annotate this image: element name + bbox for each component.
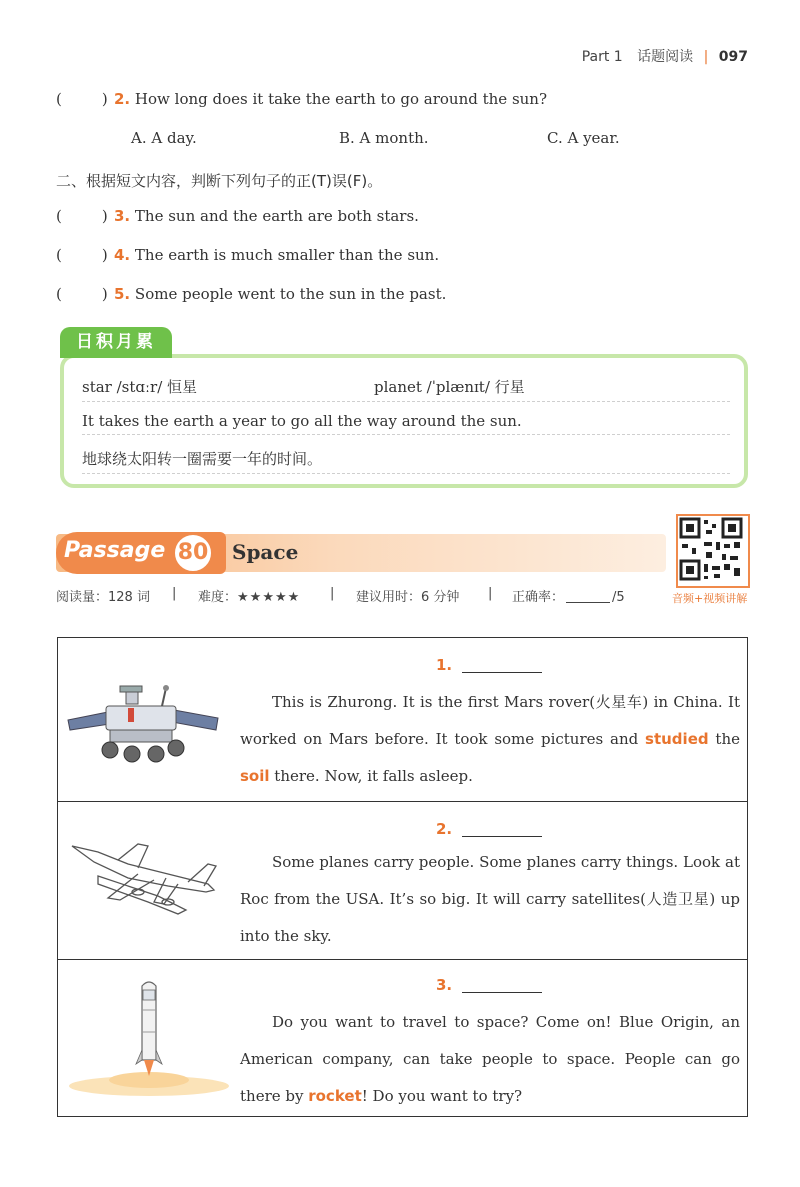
keyword-rocket: rocket bbox=[308, 1087, 362, 1105]
passage-text-1 bbox=[240, 684, 740, 795]
rocket-illustration bbox=[64, 980, 234, 1100]
blank-number: 1. bbox=[436, 656, 453, 674]
qr-caption: 音频+视频讲解 bbox=[672, 592, 748, 605]
blank-number: 3. bbox=[436, 976, 453, 994]
meta-divider: | bbox=[172, 586, 177, 601]
question-number: 4. bbox=[114, 246, 131, 264]
answer-paren-close: ) bbox=[101, 285, 108, 303]
answer-paren-open: ( bbox=[56, 207, 62, 225]
accuracy-label: 正确率： bbox=[512, 590, 565, 605]
vocab-sentence-en: It takes the earth a year to go all the way around the sun. bbox=[82, 412, 730, 435]
answer-blank-3[interactable] bbox=[436, 976, 542, 994]
meta-divider: | bbox=[488, 586, 493, 601]
question-number: 2. bbox=[114, 90, 131, 108]
option-b: B. A month. bbox=[339, 129, 429, 147]
text-segment: there. Now, it falls asleep. bbox=[269, 767, 473, 785]
page-number: 097 bbox=[718, 49, 748, 65]
blank-number: 2. bbox=[436, 820, 453, 838]
vocab-sentence-cn: 地球绕太阳转一圈需要一年的时间。 bbox=[82, 448, 730, 474]
accuracy-blank[interactable] bbox=[566, 602, 610, 603]
section-title: 二、根据短文内容，判断下列句子的正(T)误(F)。 bbox=[56, 172, 383, 190]
section-label: 话题阅读 bbox=[637, 49, 694, 65]
difficulty-label: 难度： bbox=[198, 590, 238, 605]
airplane-illustration bbox=[68, 840, 218, 918]
keyword-soil: soil bbox=[240, 767, 270, 785]
vocab-word-planet: planet /ˈplænɪt/ 行星 bbox=[374, 378, 525, 396]
answer-paren-open: ( bbox=[56, 285, 62, 303]
qr-code[interactable] bbox=[676, 514, 750, 588]
text-segment: This is Zhurong. It is the first Mars rover(火星车) in China. It worked on Mars before. It took some pictures and bbox=[240, 693, 740, 748]
passage-number: 80 bbox=[172, 532, 214, 574]
question-3 bbox=[56, 207, 419, 225]
table-row-3 bbox=[58, 960, 747, 1118]
option-a: A. A day. bbox=[131, 129, 197, 147]
question-5 bbox=[56, 285, 446, 303]
answer-paren-close: ) bbox=[101, 90, 108, 108]
passage-label: Passage bbox=[64, 538, 166, 563]
page-header bbox=[582, 46, 748, 66]
table-row-2 bbox=[58, 802, 747, 960]
option-c: C. A year. bbox=[547, 129, 620, 147]
question-number: 5. bbox=[114, 285, 131, 303]
answer-paren-open: ( bbox=[56, 246, 62, 264]
qr-code-icon bbox=[678, 516, 744, 582]
meta-divider: | bbox=[330, 586, 335, 601]
mars-rover-illustration bbox=[66, 684, 222, 768]
passage-text-3 bbox=[240, 1004, 740, 1115]
meta-word-count: 阅读量：128 词 bbox=[56, 590, 150, 605]
meta-difficulty bbox=[198, 586, 300, 605]
answer-blank-1[interactable] bbox=[436, 656, 542, 674]
accuracy-total: /5 bbox=[612, 590, 625, 605]
question-number: 3. bbox=[114, 207, 131, 225]
text-segment: the bbox=[708, 730, 740, 748]
part-label: Part 1 bbox=[581, 49, 623, 65]
question-2 bbox=[56, 90, 547, 108]
table-row-1 bbox=[58, 638, 747, 802]
question-text: The earth is much smaller than the sun. bbox=[134, 246, 440, 264]
header-divider: | bbox=[703, 49, 709, 65]
meta-accuracy bbox=[512, 586, 625, 605]
question-4 bbox=[56, 246, 439, 264]
vocabulary-box bbox=[60, 354, 748, 488]
meta-time: 建议用时：6 分钟 bbox=[356, 590, 460, 605]
difficulty-stars: ★★★★★ bbox=[237, 590, 301, 605]
passage-text-2: Some planes carry people. Some planes carry things. Look at Roc from the USA. It’s so big. It will carry satellites(人造卫星) up into the sky. bbox=[240, 853, 740, 945]
passage-title: Space bbox=[232, 540, 299, 564]
answer-blank-2[interactable] bbox=[436, 820, 542, 838]
answer-paren-close: ) bbox=[101, 207, 108, 225]
answer-paren-close: ) bbox=[101, 246, 108, 264]
vocabulary-tab: 日积月累 bbox=[60, 327, 172, 358]
answer-paren-open: ( bbox=[56, 90, 62, 108]
vocab-word-star: star /stɑːr/ 恒星 bbox=[82, 378, 198, 396]
vocab-words-line bbox=[82, 376, 730, 402]
text-segment: ! Do you want to try? bbox=[361, 1087, 523, 1105]
question-text: How long does it take the earth to go around the sun? bbox=[134, 90, 548, 108]
question-text: The sun and the earth are both stars. bbox=[134, 207, 419, 225]
question-text: Some people went to the sun in the past. bbox=[134, 285, 447, 303]
keyword-studied: studied bbox=[645, 730, 709, 748]
text-segment: Do you want to travel to space? Come on! Blue Origin, an American company, can take people to space. People can go there by bbox=[240, 1013, 740, 1105]
passage-table bbox=[57, 637, 748, 1117]
